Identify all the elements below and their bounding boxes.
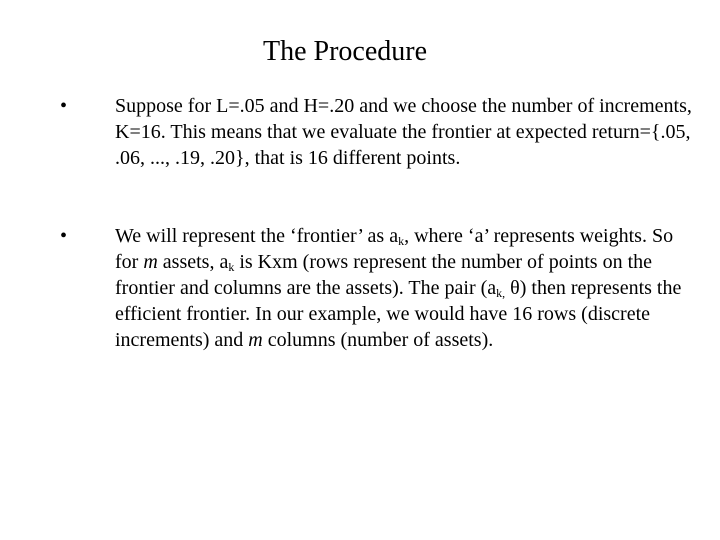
- bullet-marker-2: •: [60, 225, 68, 247]
- text-run: columns (number of assets).: [262, 329, 494, 351]
- slide-title: The Procedure: [262, 36, 428, 67]
- bullet-text-1: Suppose for L=.05 and H=.20 and we choose the number of increments, K=16. This means that we evaluate the frontier at expected return={.05, .06, ..., .19, .20}, that is 16 different points.: [115, 95, 692, 169]
- subscript-k: k: [398, 234, 405, 248]
- text-run: , where ‘a’ represents weights. So for: [115, 225, 674, 273]
- text-run: is Kxm (rows represent the number of points on the frontier and columns are the assets). The pair (a: [115, 251, 653, 299]
- text-run: We will represent the ‘frontier’ as a: [115, 225, 399, 247]
- bullet-text-2: [115, 223, 695, 353]
- italic-m: m: [143, 251, 158, 273]
- text-run: θ) then represents the efficient frontier. In our example, we would have 16 rows (discrete increments) and: [115, 277, 682, 351]
- italic-m: m: [248, 329, 263, 351]
- text-run: assets, a: [157, 251, 229, 273]
- bullet-marker-1: •: [60, 95, 68, 117]
- subscript-k: k,: [496, 286, 506, 300]
- subscript-k: k: [228, 260, 235, 274]
